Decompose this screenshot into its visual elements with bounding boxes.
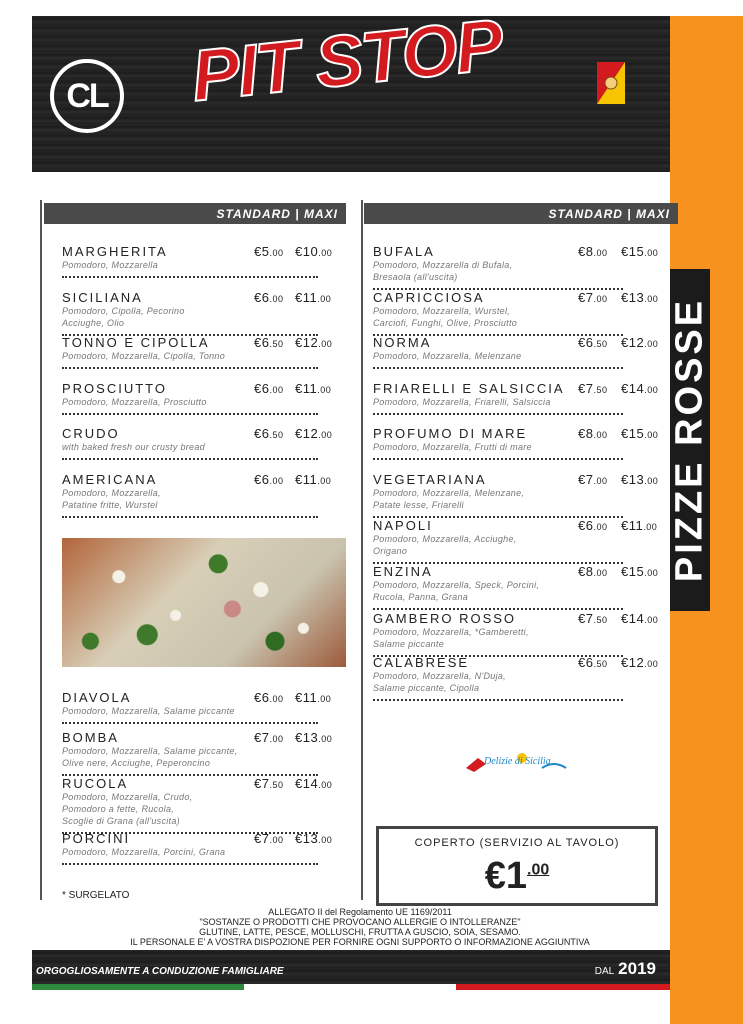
dotted-separator [62,276,318,278]
menu-item-price-standard [578,290,607,305]
menu-item-name: PROSCIUTTO [62,381,167,396]
description-line: Olive nere, Acciughe, Peperoncino [62,758,211,768]
menu-item-name: SICILIANA [62,290,143,305]
price-maxi-cents: .00 [644,568,659,578]
price-standard-euro: €6 [254,472,270,487]
description-line: Pomodoro, Mozzarella, Prosciutto [62,397,207,407]
price-maxi-cents: .00 [644,615,659,625]
flag-stripe-white [244,984,456,990]
footnote: * SURGELATO [62,890,130,901]
price-maxi-cents: .00 [318,248,333,258]
description-line: with baked fresh our crusty bread [62,442,205,452]
description-line: Pomodoro, Mozzarella, Salame piccante, [62,746,238,756]
menu-item-name: ENZINA [373,564,433,579]
description-line: Pomodoro, Mozzarella, Speck, Porcini, [373,580,540,590]
menu-item-name: NAPOLI [373,518,433,533]
description-line: Pomodoro, Mozzarella, N'Duja, [373,671,506,681]
menu-item-price-maxi [295,426,332,441]
menu-item-name: DIAVOLA [62,690,132,705]
menu-item-price-maxi [621,564,658,579]
price-standard-euro: €7 [254,730,270,745]
price-standard-cents: .00 [593,522,608,532]
price-maxi-cents: .00 [318,780,333,790]
price-standard-cents: .00 [593,248,608,258]
menu-item-price-maxi [295,381,331,396]
menu-item-description [62,441,205,453]
menu-item-description [373,487,524,511]
column-rule-left [40,200,42,900]
dotted-separator [62,516,318,518]
price-standard-euro: €7 [578,381,594,396]
description-line: Patate lesse, Friarelli [373,500,464,510]
dotted-separator [62,863,318,865]
price-standard-euro: €8 [578,426,594,441]
flag-stripe-green [32,984,244,990]
description-line: Acciughe, Olio [62,318,125,328]
flag-stripe-red [456,984,670,990]
price-maxi-cents: .00 [317,385,332,395]
price-maxi-euro: €15 [621,564,645,579]
menu-item-name: VEGETARIANA [373,472,487,487]
menu-item-description [62,705,235,717]
price-maxi-cents: .00 [644,248,659,258]
price-standard-euro: €7 [578,472,594,487]
price-standard-euro: €7 [254,831,270,846]
sicily-flag-icon [597,62,625,104]
price-standard-cents: .50 [593,615,608,625]
price-standard-cents: .00 [269,248,284,258]
brand-name: PIT STOP [187,4,506,117]
menu-item-name: PORCINI [62,831,131,846]
price-standard-cents: .00 [593,430,608,440]
footer-since [595,959,656,979]
svg-text:Delizie di Sicilia: Delizie di Sicilia [484,756,551,767]
description-line: Carciofi, Funghi, Olive, Prosciutto [373,318,518,328]
description-line: Pomodoro, Mozzarella, Crudo, [62,792,193,802]
description-line: Pomodoro, Mozzarella, Salame piccante [62,706,235,716]
price-maxi-euro: €13 [295,831,319,846]
price-standard-euro: €7 [578,611,594,626]
price-standard-cents: .00 [593,568,608,578]
cl-logo: CL [50,59,124,133]
menu-item-price-standard [254,472,283,487]
price-standard-cents: .00 [269,294,284,304]
menu-item-name: TONNO E CIPOLLA [62,335,210,350]
price-standard-cents: .00 [593,476,608,486]
price-maxi-euro: €11 [295,290,318,305]
price-maxi-euro: €15 [621,426,645,441]
menu-item-price-standard [578,655,607,670]
menu-item-name: PROFUMO DI MARE [373,426,528,441]
menu-item-price-standard [578,381,607,396]
price-standard-cents: .50 [593,339,608,349]
price-maxi-euro: €11 [295,690,318,705]
menu-item-description [62,745,237,769]
menu-item-price-maxi [295,290,331,305]
price-standard-cents: .00 [269,835,284,845]
footer-tagline: ORGOGLIOSAMENTE A CONDUZIONE FAMIGLIARE [36,966,284,977]
price-maxi-cents: .00 [318,835,333,845]
description-line: Pomodoro, Mozzarella, [62,488,161,498]
menu-item-price-maxi [295,690,331,705]
menu-item-description [62,846,225,858]
price-standard-euro: €8 [578,564,594,579]
menu-item-price-standard [254,690,283,705]
price-maxi-euro: €14 [621,381,645,396]
menu-item-price-maxi [621,518,657,533]
menu-item-price-maxi [621,381,658,396]
menu-item-name: GAMBERO ROSSO [373,611,517,626]
description-line: Origano [373,546,408,556]
price-standard-cents: .50 [269,780,284,790]
menu-item-description [373,396,551,408]
menu-item-price-standard [578,244,607,259]
price-standard-euro: €6 [254,335,270,350]
price-maxi-euro: €15 [621,244,645,259]
menu-item-price-maxi [621,472,658,487]
price-maxi-cents: .00 [317,694,332,704]
allergen-line-4: IL PERSONALE E' A VOSTRA DISPOZIONE PER FORNIRE OGNI SUPPORTO O INFORMAZIONE AGGIUNTIVA [130,937,590,947]
price-standard-cents: .00 [269,385,284,395]
description-line: Pomodoro, Mozzarella, Wurstel, [373,306,511,316]
menu-item-description [62,350,225,362]
cover-charge-euro: €1 [484,855,528,897]
column-header-right: STANDARD | MAXI [364,203,678,224]
menu-item-price-maxi [295,776,332,791]
description-line: Scoglie di Grana (all'uscita) [62,816,180,826]
price-standard-euro: €7 [578,290,594,305]
menu-item-description [62,487,161,511]
price-standard-cents: .00 [269,734,284,744]
menu-item-name: MARGHERITA [62,244,168,259]
price-standard-euro: €6 [254,290,270,305]
menu-item-price-standard [578,335,607,350]
description-line: Pomodoro, Mozzarella [62,260,159,270]
price-standard-cents: .50 [593,385,608,395]
footer-banner [32,950,670,988]
menu-item-name: CALABRESE [373,655,470,670]
price-maxi-euro: €13 [621,472,645,487]
description-line: Bresaola (all'uscita) [373,272,458,282]
menu-item-description [373,579,539,603]
menu-item-description [373,259,512,283]
menu-item-name: CAPRICCIOSA [373,290,485,305]
menu-item-description [373,350,521,362]
price-standard-euro: €6 [578,655,594,670]
price-maxi-cents: .00 [318,734,333,744]
dotted-separator [373,699,623,701]
description-line: Pomodoro, Mozzarella, Cipolla, Tonno [62,351,226,361]
price-maxi-euro: €10 [295,244,319,259]
menu-item-price-maxi [621,290,658,305]
menu-item-name: CRUDO [62,426,120,441]
menu-item-price-maxi [295,472,331,487]
cover-charge-label: COPERTO (SERVIZIO AL TAVOLO) [414,837,620,849]
price-maxi-euro: €12 [295,426,319,441]
price-maxi-cents: .00 [644,294,659,304]
price-standard-cents: .50 [269,339,284,349]
description-line: Pomodoro, Mozzarella, Melenzane, [373,488,525,498]
description-line: Pomodoro, Mozzarella di Bufala, [373,260,513,270]
price-maxi-euro: €12 [621,335,645,350]
menu-item-description [62,305,185,329]
price-maxi-euro: €11 [621,518,644,533]
menu-item-price-maxi [621,335,658,350]
cover-charge-cents: .00 [527,861,550,879]
menu-item-name: BUFALA [373,244,435,259]
section-title-vertical: PIZZE ROSSE [668,297,711,583]
menu-item-name: FRIARELLI E SALSICCIA [373,381,565,396]
dotted-separator [62,367,318,369]
menu-item-price-maxi [295,831,332,846]
menu-item-price-standard [578,611,607,626]
menu-item-description [62,259,158,271]
dotted-separator [62,458,318,460]
dotted-separator [373,458,623,460]
delizie-di-sicilia-logo [462,746,572,774]
allergen-line-1: ALLEGATO II del Regolamento UE 1169/2011 [268,907,452,917]
price-standard-euro: €6 [578,335,594,350]
menu-item-name: BOMBA [62,730,119,745]
description-line: Salame piccante, Cipolla [373,683,480,693]
menu-item-price-maxi [621,426,658,441]
menu-item-description [62,791,192,827]
price-standard-cents: .00 [269,694,284,704]
menu-item-description [373,670,506,694]
menu-item-description [373,626,529,650]
dotted-separator [373,367,623,369]
menu-item-price-standard [254,426,283,441]
menu-item-price-standard [578,472,607,487]
menu-item-price-standard [254,730,283,745]
description-line: Pomodoro a fette, Rucola, [62,804,175,814]
price-standard-cents: .00 [593,294,608,304]
description-line: Rucola, Panna, Grana [373,592,469,602]
column-header-left: STANDARD | MAXI [44,203,346,224]
description-line: Pomodoro, Mozzarella, Friarelli, Salsiccia [373,397,551,407]
description-line: Salame piccante [373,639,445,649]
description-line: Patatine fritte, Wurstel [62,500,158,510]
dotted-separator [373,413,623,415]
allergen-line-2: "SOSTANZE O PRODOTTI CHE PROVOCANO ALLERGIE O INTOLLERANZE" [199,917,521,927]
menu-item-price-standard [578,564,607,579]
price-maxi-euro: €12 [295,335,319,350]
price-standard-euro: €8 [578,244,594,259]
price-maxi-cents: .00 [318,339,333,349]
menu-item-description [373,305,517,329]
price-maxi-cents: .00 [644,476,659,486]
price-maxi-cents: .00 [644,430,659,440]
dotted-separator [373,608,623,610]
menu-item-description [62,396,207,408]
menu-item-description [373,533,517,557]
since-prefix: DAL [594,966,615,977]
menu-item-name: AMERICANA [62,472,158,487]
dotted-separator [62,722,318,724]
price-maxi-cents: .00 [317,476,332,486]
cover-charge-box [376,826,658,906]
price-maxi-euro: €14 [621,611,645,626]
price-maxi-euro: €12 [621,655,645,670]
description-line: Pomodoro, Mozzarella, Acciughe, [373,534,517,544]
menu-item-price-maxi [621,655,658,670]
price-standard-euro: €6 [578,518,594,533]
description-line: Pomodoro, Mozzarella, Porcini, Grana [62,847,226,857]
price-maxi-euro: €14 [295,776,319,791]
price-maxi-cents: .00 [644,659,659,669]
menu-item-price-standard [578,426,607,441]
menu-item-price-maxi [295,335,332,350]
price-maxi-cents: .00 [643,522,658,532]
description-line: Pomodoro, Mozzarella, Melenzane [373,351,522,361]
price-standard-cents: .50 [593,659,608,669]
price-standard-euro: €5 [254,244,270,259]
price-maxi-cents: .00 [644,339,659,349]
price-standard-cents: .00 [269,476,284,486]
price-standard-euro: €7 [254,776,270,791]
description-line: Pomodoro, Mozzarella, Frutti di mare [373,442,532,452]
cover-charge-amount [379,855,655,898]
menu-item-price-standard [254,290,283,305]
price-standard-euro: €6 [254,426,270,441]
menu-item-price-standard [254,381,283,396]
column-rule-middle [361,200,363,900]
menu-item-description [373,441,532,453]
menu-item-price-standard [254,244,283,259]
pizza-photo [62,538,346,667]
price-maxi-euro: €11 [295,381,318,396]
price-standard-euro: €6 [254,381,270,396]
menu-item-price-standard [254,776,283,791]
menu-item-price-maxi [621,611,658,626]
menu-item-name: RUCOLA [62,776,129,791]
menu-item-name: NORMA [373,335,432,350]
price-maxi-cents: .00 [318,430,333,440]
menu-item-price-standard [254,831,283,846]
since-year: 2019 [618,959,656,978]
allergen-line-3: GLUTINE, LATTE, PESCE, MOLLUSCHI, FRUTTA A GUSCIO, SOIA, SESAMO. [199,927,521,937]
menu-item-price-maxi [295,244,332,259]
description-line: Pomodoro, Cipolla, Pecorino [62,306,185,316]
dotted-separator [62,413,318,415]
price-maxi-euro: €11 [295,472,318,487]
menu-item-price-maxi [621,244,658,259]
menu-item-price-maxi [295,730,332,745]
price-maxi-cents: .00 [317,294,332,304]
price-maxi-cents: .00 [644,385,659,395]
description-line: Pomodoro, Mozzarella, *Gamberetti, [373,627,529,637]
price-standard-cents: .50 [269,430,284,440]
price-standard-euro: €6 [254,690,270,705]
menu-item-price-standard [254,335,283,350]
price-maxi-euro: €13 [621,290,645,305]
menu-item-price-standard [578,518,607,533]
price-maxi-euro: €13 [295,730,319,745]
